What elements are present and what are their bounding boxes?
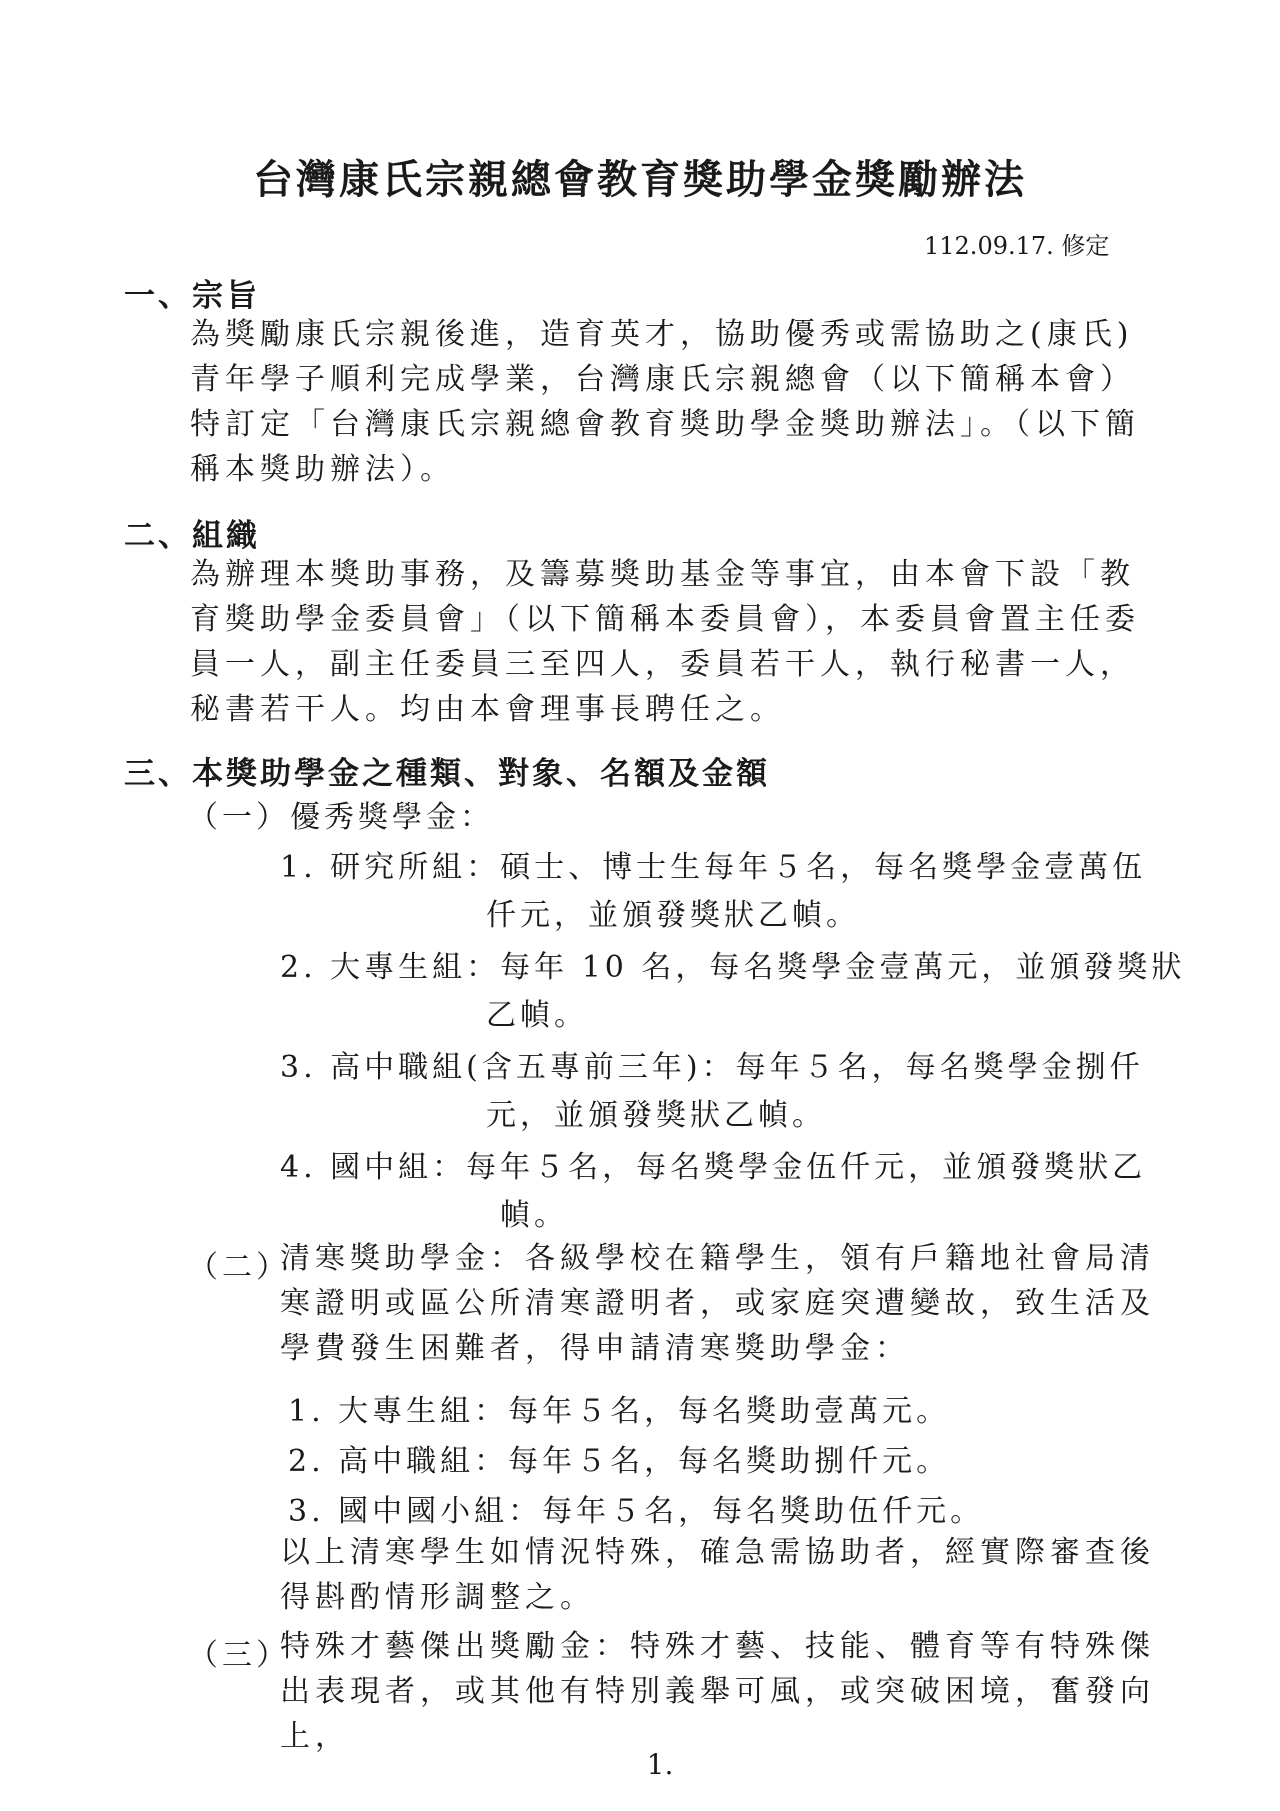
document-title: 台灣康氏宗親總會教育獎助學金獎勵辦法	[253, 156, 1027, 203]
excellence-item-4-line1: 4. 國中組：每年５名，每名獎學金伍仟元，並頒發獎狀乙	[280, 1150, 1147, 1185]
excellence-item-3-line2: 元，並頒發獎狀乙幀。	[486, 1098, 826, 1133]
excellence-item-2-line2: 乙幀。	[486, 998, 588, 1033]
excellence-item-2-line1: 2. 大專生組：每年 10 名，每名獎學金壹萬元，並頒發獎狀	[280, 950, 1186, 985]
excellence-item-4-line2: 幀。	[500, 1198, 568, 1233]
excellence-label: （一）優秀獎學金：	[188, 800, 494, 835]
excellence-item-1-line2: 仟元，並頒發獎狀乙幀。	[486, 898, 860, 933]
section-purpose-body: 為獎勵康氏宗親後進，造育英才，協助優秀或需協助之(康氏)青年學子順利完成學業，台灣康氏宗親總會（以下簡稱本會）特訂定「台灣康氏宗親總會教育獎助學金獎助辦法」。（以下簡稱本獎助辦法）。	[190, 317, 1140, 487]
hardship-item-1: 1. 大專生組：每年５名，每名獎助壹萬元。	[288, 1394, 951, 1429]
revision-date: 112.09.17. 修定	[924, 232, 1110, 260]
talent-label: （三）	[188, 1638, 290, 1673]
section-organization-body: 為辦理本獎助事務，及籌募獎助基金等事宜，由本會下設「教育獎助學金委員會」（以下簡稱本委員會），本委員會置主任委員一人，副主任委員三至四人，委員若干人，執行秘書一人，秘書若干人。均由本會理事長聘任之。	[190, 557, 1140, 727]
hardship-text: 清寒獎助學金：各級學校在籍學生，領有戶籍地社會局清寒證明或區公所清寒證明者，或家庭突遭變故，致生活及學費發生困難者，得申請清寒獎助學金：	[280, 1241, 1155, 1366]
hardship-note: 以上清寒學生如情況特殊，確急需協助者，經實際審查後得斟酌情形調整之。	[280, 1535, 1155, 1615]
hardship-item-2: 2. 高中職組：每年５名，每名獎助捌仟元。	[288, 1444, 951, 1479]
hardship-item-3: 3. 國中國小組：每年５名，每名獎助伍仟元。	[288, 1494, 985, 1529]
excellence-item-3-line1: 3. 高中職組(含五專前三年)：每年５名，每名獎學金捌仟	[280, 1050, 1144, 1085]
page-number: 1.	[646, 1748, 674, 1781]
talent-text: 特殊才藝傑出獎勵金：特殊才藝、技能、體育等有特殊傑出表現者，或其他有特別義舉可風，或突破困境，奮發向上，	[280, 1629, 1155, 1754]
section-organization-heading: 二、組織	[124, 518, 260, 554]
section-purpose-heading: 一、宗旨	[124, 278, 260, 314]
section-types-heading: 三、本獎助學金之種類、對象、名額及金額	[124, 756, 770, 792]
hardship-label: （二）	[188, 1250, 290, 1285]
excellence-item-1-line1: 1. 研究所組：碩士、博士生每年５名，每名獎學金壹萬伍	[280, 850, 1147, 885]
